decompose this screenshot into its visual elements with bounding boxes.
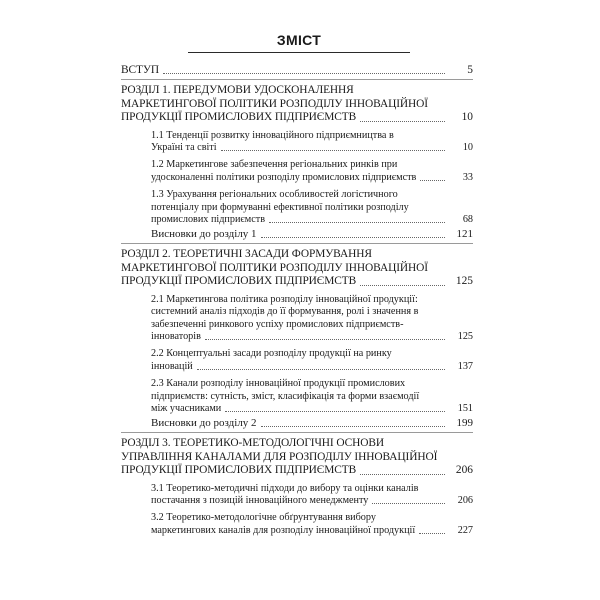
toc-entry-title: 2.2 Концептуальні засади розподілу продукції на ринку bbox=[151, 348, 392, 360]
toc-entry-line bbox=[151, 361, 473, 373]
toc-entry-title: інновацій bbox=[151, 360, 193, 372]
toc-intro-block bbox=[121, 60, 473, 79]
toc-entry-line bbox=[121, 275, 473, 288]
toc-entry-title: 1.1 Тенденції розвитку інноваційного підприємництва в bbox=[151, 129, 394, 141]
toc-entry-line bbox=[151, 130, 473, 142]
toc-page-number: 33 bbox=[462, 171, 473, 183]
dot-leader bbox=[420, 180, 445, 181]
toc-subsection-entry[interactable] bbox=[121, 483, 473, 508]
toc-entry-line bbox=[151, 172, 473, 184]
toc-subsection-entry[interactable] bbox=[121, 348, 473, 373]
toc-page-number: 121 bbox=[456, 228, 473, 241]
toc-entry-title: 3.2 Теоретико-методологічне обґрунтування вибору bbox=[151, 512, 376, 524]
toc-entry-title: потенціалу при формуванні ефективної політики розподілу bbox=[151, 201, 409, 213]
toc-entry-line bbox=[121, 98, 473, 111]
toc-entry-title: Висновки до розділу 2 bbox=[151, 417, 257, 430]
toc-entry-line bbox=[151, 319, 473, 331]
toc-subsection-entry[interactable] bbox=[121, 294, 473, 344]
toc-entry-line bbox=[151, 159, 473, 171]
toc-entry-title: РОЗДІЛ 1. ПЕРЕДУМОВИ УДОСКОНАЛЕННЯ bbox=[121, 84, 354, 97]
toc-entry-title: 1.2 Маркетингове забезпечення регіональних ринків при bbox=[151, 159, 398, 171]
toc-entry-line bbox=[151, 142, 473, 154]
toc-entry-line bbox=[121, 64, 473, 77]
toc-entry-line bbox=[151, 512, 473, 524]
table-of-contents bbox=[121, 60, 473, 539]
toc-entry-title: Україні та світі bbox=[151, 142, 217, 154]
toc-subsection-entry[interactable] bbox=[121, 189, 473, 226]
toc-entry-line bbox=[121, 451, 473, 464]
toc-entry-line bbox=[151, 306, 473, 318]
toc-page-number: 68 bbox=[462, 214, 473, 226]
toc-subsection-entry[interactable] bbox=[121, 512, 473, 537]
toc-page-number: 10 bbox=[462, 142, 473, 154]
toc-entry-title: постачання з позицій інноваційного менеджменту bbox=[151, 494, 369, 506]
toc-entry-line bbox=[121, 248, 473, 261]
toc-section-heading[interactable] bbox=[121, 437, 473, 477]
toc-entry-title: між учасниками bbox=[151, 402, 222, 414]
toc-entry-line bbox=[151, 525, 473, 537]
toc-entry-title: Висновки до розділу 1 bbox=[151, 228, 257, 241]
toc-conclusion-entry[interactable] bbox=[121, 417, 473, 430]
toc-entry-line bbox=[151, 294, 473, 306]
toc-entry-title: 2.1 Маркетингова політика розподілу інноваційної продукції: bbox=[151, 293, 418, 305]
toc-entry-title: 1.3 Урахування регіональних особливостей логістичного bbox=[151, 189, 398, 201]
toc-page-number: 125 bbox=[457, 330, 473, 342]
toc-entry-title: РОЗДІЛ 2. ТЕОРЕТИЧНІ ЗАСАДИ ФОРМУВАННЯ bbox=[121, 248, 372, 261]
toc-subsection-entry[interactable] bbox=[121, 378, 473, 415]
dot-leader bbox=[261, 237, 445, 238]
toc-entry-line bbox=[151, 378, 473, 390]
toc-entry-line bbox=[151, 417, 473, 430]
toc-entry-title: промислових підприємств bbox=[151, 214, 266, 226]
toc-section-block bbox=[121, 243, 473, 432]
toc-entry-title: 3.1 Теоретико-методичні підходи до вибору та оцінки каналів bbox=[151, 482, 419, 494]
toc-entry-title: удосконаленні політики розподілу промислових підприємств bbox=[151, 171, 417, 183]
toc-section-block bbox=[121, 79, 473, 243]
toc-entry-title: інноваторів bbox=[151, 330, 201, 342]
toc-entry-line bbox=[121, 84, 473, 97]
toc-entry-title: МАРКЕТИНГОВОЇ ПОЛІТИКИ РОЗПОДІЛУ ІННОВАЦІЙНОЇ bbox=[121, 97, 428, 110]
toc-entry-intro[interactable] bbox=[121, 64, 473, 77]
toc-page-number: 206 bbox=[455, 464, 473, 477]
toc-entry-title: РОЗДІЛ 3. ТЕОРЕТИКО-МЕТОДОЛОГІЧНІ ОСНОВИ bbox=[121, 437, 385, 450]
toc-section-block bbox=[121, 432, 473, 539]
dot-leader bbox=[225, 411, 445, 412]
toc-entry-title: 2.3 Канали розподілу інноваційної продукції промислових bbox=[151, 378, 406, 390]
dot-leader bbox=[197, 369, 445, 370]
toc-entry-line bbox=[151, 348, 473, 360]
toc-entry-title: МАРКЕТИНГОВОЇ ПОЛІТИКИ РОЗПОДІЛУ ІННОВАЦІЙНОЇ bbox=[121, 261, 428, 274]
title-underline bbox=[188, 52, 410, 53]
toc-entry-line bbox=[151, 228, 473, 241]
toc-entry-title: підприємств: сутність, зміст, класифікація та форми взаємодії bbox=[151, 390, 420, 402]
dot-leader bbox=[419, 533, 445, 534]
dot-leader bbox=[163, 73, 445, 74]
toc-entry-line bbox=[121, 464, 473, 477]
toc-entry-title: ПРОДУКЦІЇ ПРОМИСЛОВИХ ПІДПРИЄМСТВ bbox=[121, 464, 357, 477]
toc-page-number: 125 bbox=[455, 275, 473, 288]
toc-entry-line bbox=[151, 495, 473, 507]
toc-subsection-entry[interactable] bbox=[121, 159, 473, 184]
dot-leader bbox=[261, 426, 445, 427]
toc-entry-title: ПРОДУКЦІЇ ПРОМИСЛОВИХ ПІДПРИЄМСТВ bbox=[121, 275, 357, 288]
dot-leader bbox=[205, 339, 445, 340]
dot-leader bbox=[360, 285, 445, 286]
page-title: ЗМІСТ bbox=[276, 32, 322, 48]
toc-conclusion-entry[interactable] bbox=[121, 228, 473, 241]
toc-entry-title: системний аналіз підходів до її формування, ролі і значення в bbox=[151, 306, 419, 318]
toc-entry-title: забезпеченні ринкового успіху промислових підприємств- bbox=[151, 318, 404, 330]
toc-page-number: 10 bbox=[461, 111, 473, 124]
toc-entry-line bbox=[151, 483, 473, 495]
toc-entry-line bbox=[151, 331, 473, 343]
toc-entry-title: ПРОДУКЦІЇ ПРОМИСЛОВИХ ПІДПРИЄМСТВ bbox=[121, 111, 357, 124]
toc-entry-line bbox=[121, 262, 473, 275]
toc-page-number: 5 bbox=[467, 64, 473, 76]
toc-entry-line bbox=[151, 214, 473, 226]
toc-sections bbox=[121, 79, 473, 539]
toc-page-number: 206 bbox=[457, 494, 473, 506]
toc-page-number: 137 bbox=[457, 360, 473, 372]
toc-subsection-entry[interactable] bbox=[121, 130, 473, 155]
dot-leader bbox=[360, 121, 445, 122]
dot-leader bbox=[221, 150, 445, 151]
toc-section-heading[interactable] bbox=[121, 84, 473, 124]
toc-entry-line bbox=[151, 391, 473, 403]
toc-page-number: 227 bbox=[457, 524, 473, 536]
toc-entry-title: маркетингових каналів для розподілу інноваційної продукції bbox=[151, 524, 416, 536]
dot-leader bbox=[269, 222, 445, 223]
toc-section-heading[interactable] bbox=[121, 248, 473, 288]
toc-entry-line bbox=[121, 437, 473, 450]
toc-entry-title: УПРАВЛІННЯ КАНАЛАМИ ДЛЯ РОЗПОДІЛУ ІННОВАЦІЙНОЇ bbox=[121, 450, 438, 463]
toc-entry-line bbox=[151, 202, 473, 214]
toc-entry-line bbox=[151, 403, 473, 415]
toc-page-number: 199 bbox=[456, 417, 473, 430]
toc-entry-line bbox=[151, 189, 473, 201]
toc-entry-line bbox=[121, 111, 473, 124]
dot-leader bbox=[360, 474, 445, 475]
dot-leader bbox=[372, 503, 445, 504]
toc-page-number: 151 bbox=[457, 402, 473, 414]
toc-entry-title: ВСТУП bbox=[121, 64, 159, 76]
